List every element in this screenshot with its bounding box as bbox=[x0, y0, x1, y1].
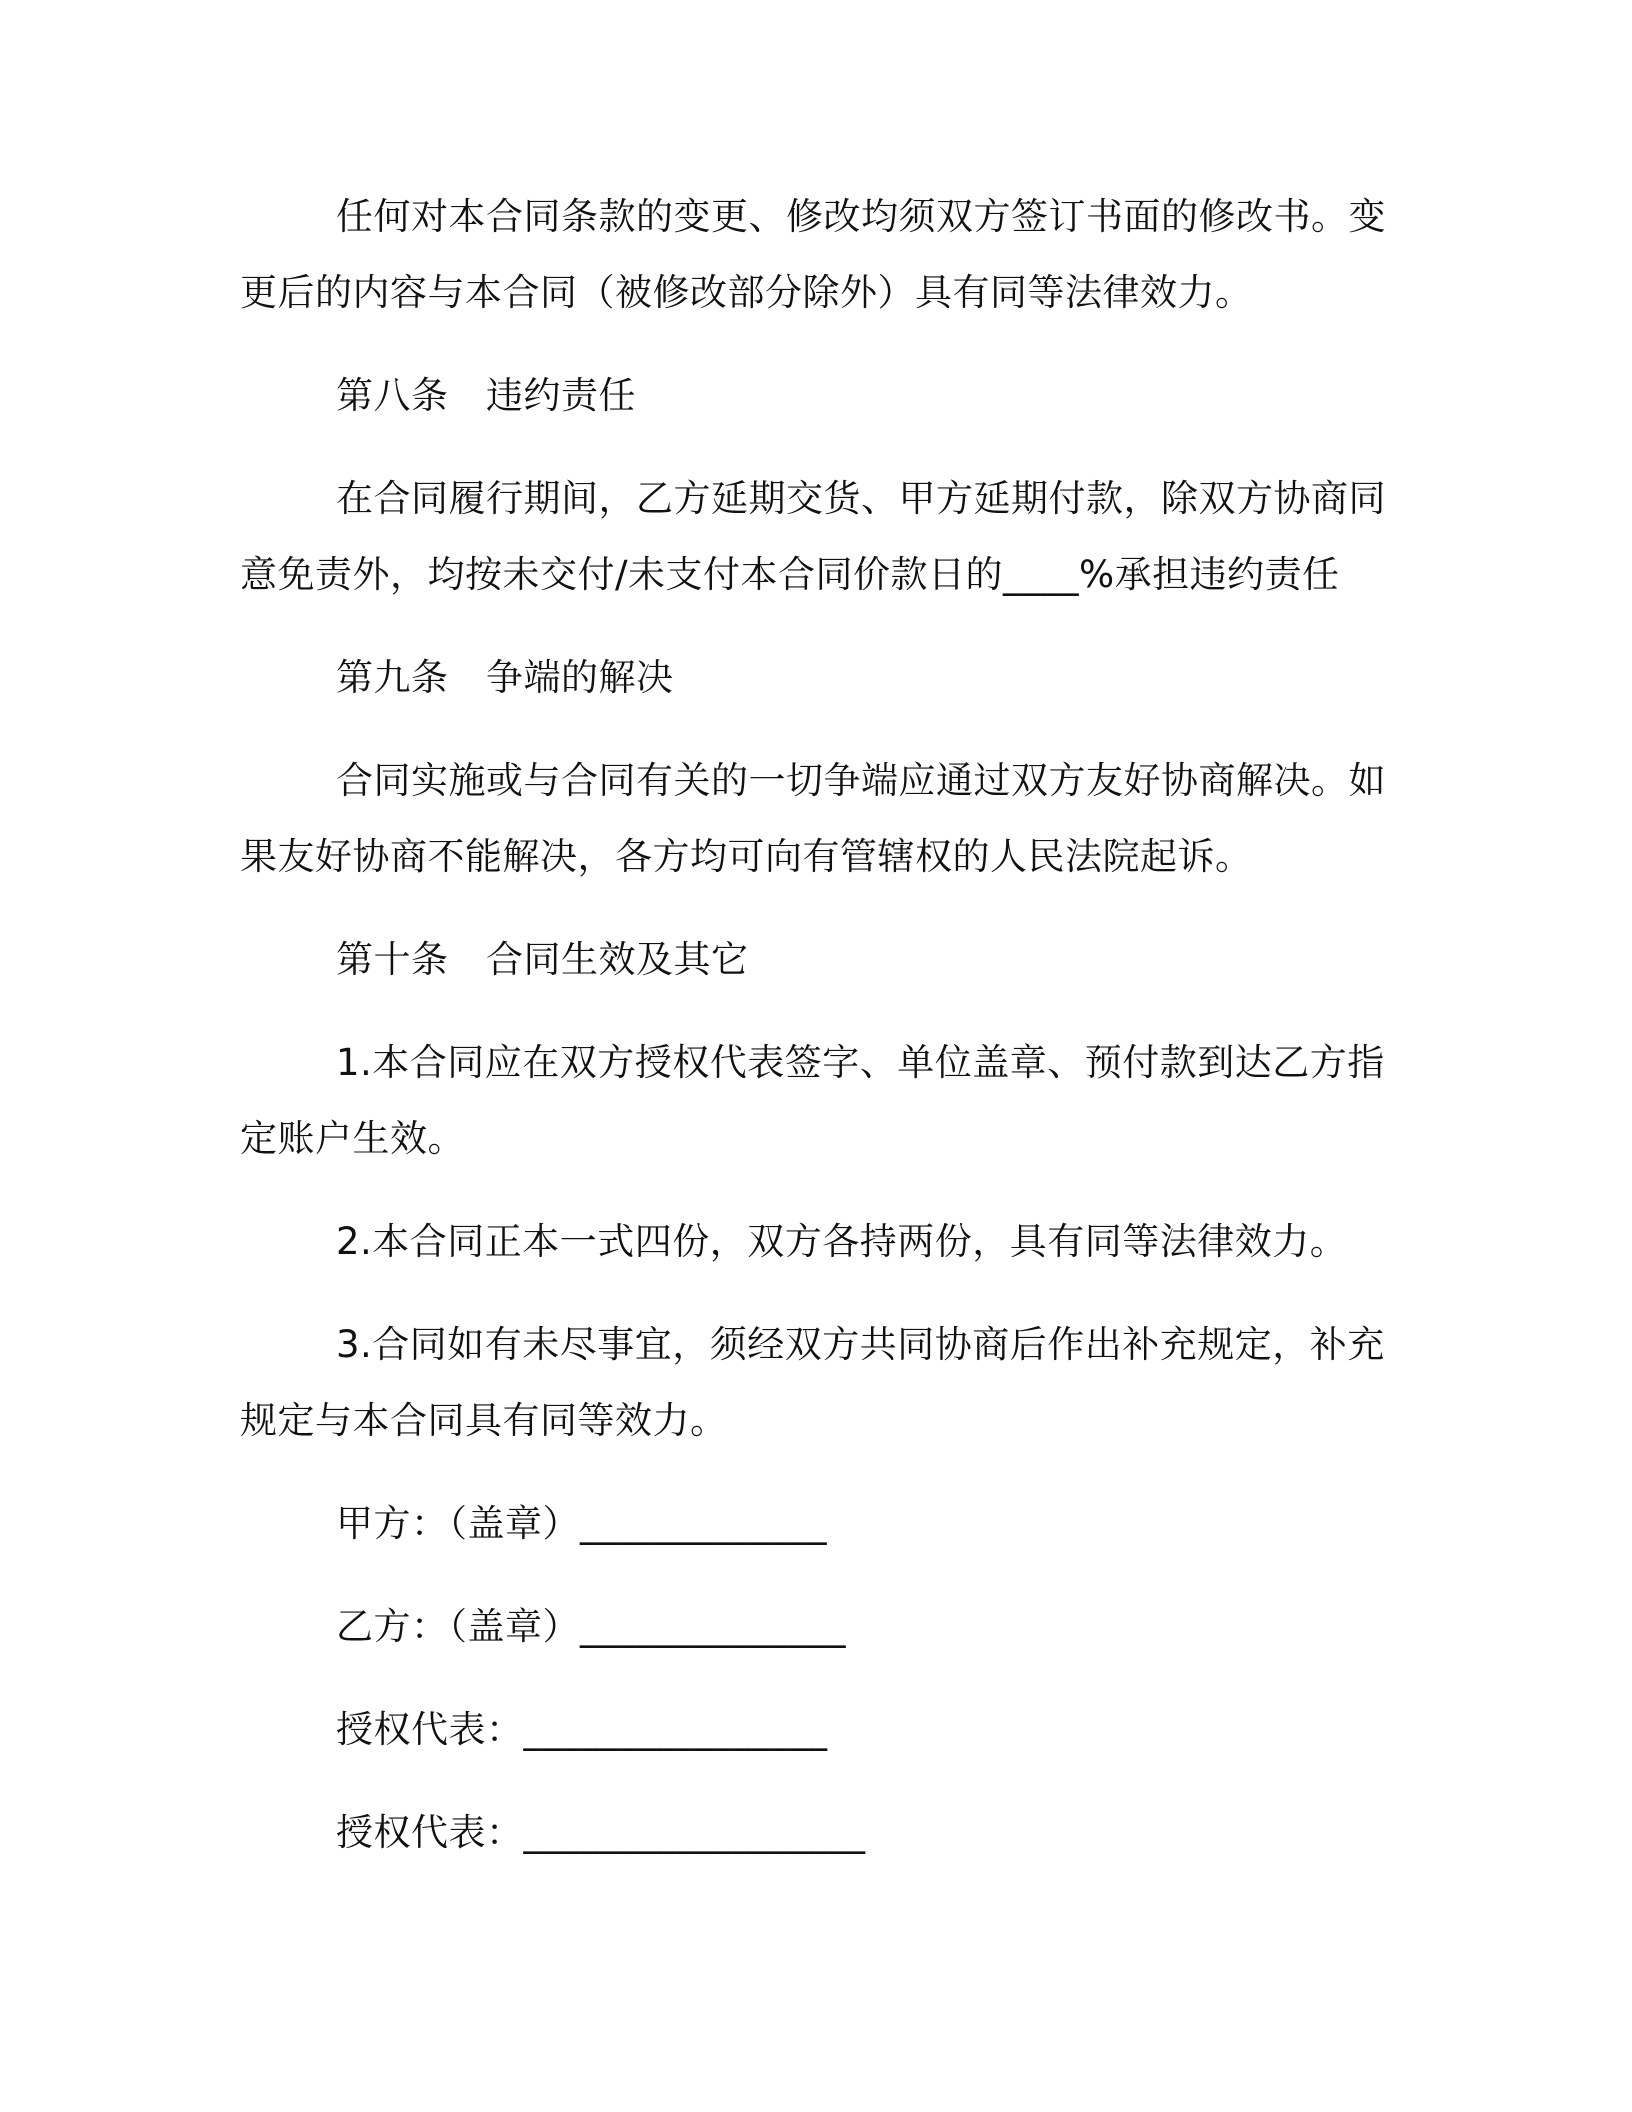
party-a-seal-line: 甲方：（盖章）_____________ bbox=[336, 1502, 827, 1545]
amendment-paragraph-line-2: 更后的内容与本合同（被修改部分除外）具有同等法律效力。 bbox=[240, 271, 1253, 314]
article-8-heading: 第八条 违约责任 bbox=[336, 374, 636, 417]
dispute-paragraph-line-1: 合同实施或与合同有关的一切争端应通过双方友好协商解决。如 bbox=[336, 759, 1386, 802]
breach-paragraph-line-2: 意免责外，均按未交付/未支付本合同价款日的____%承担违约责任 bbox=[240, 553, 1340, 596]
authorized-representative-1-line: 授权代表：________________ bbox=[336, 1708, 828, 1751]
dispute-paragraph-line-2: 果友好协商不能解决，各方均可向有管辖权的人民法院起诉。 bbox=[240, 835, 1253, 878]
article-10-heading: 第十条 合同生效及其它 bbox=[336, 938, 749, 981]
article-9-heading: 第九条 争端的解决 bbox=[336, 656, 674, 699]
clause-3-line-1: 3.合同如有未尽事宜，须经双方共同协商后作出补充规定，补充 bbox=[336, 1323, 1385, 1366]
clause-1-line-2: 定账户生效。 bbox=[240, 1117, 465, 1160]
clause-1-line-1: 1.本合同应在双方授权代表签字、单位盖章、预付款到达乙方指 bbox=[336, 1041, 1385, 1084]
clause-2-line-1: 2.本合同正本一式四份，双方各持两份，具有同等法律效力。 bbox=[336, 1220, 1348, 1263]
authorized-representative-2-line: 授权代表：__________________ bbox=[336, 1811, 866, 1854]
amendment-paragraph-line-1: 任何对本合同条款的变更、修改均须双方签订书面的修改书。变 bbox=[336, 195, 1386, 238]
party-b-seal-line: 乙方：（盖章）______________ bbox=[336, 1605, 846, 1648]
breach-paragraph-line-1: 在合同履行期间，乙方延期交货、甲方延期付款，除双方协商同 bbox=[336, 477, 1386, 520]
clause-3-line-2: 规定与本合同具有同等效力。 bbox=[240, 1399, 728, 1442]
